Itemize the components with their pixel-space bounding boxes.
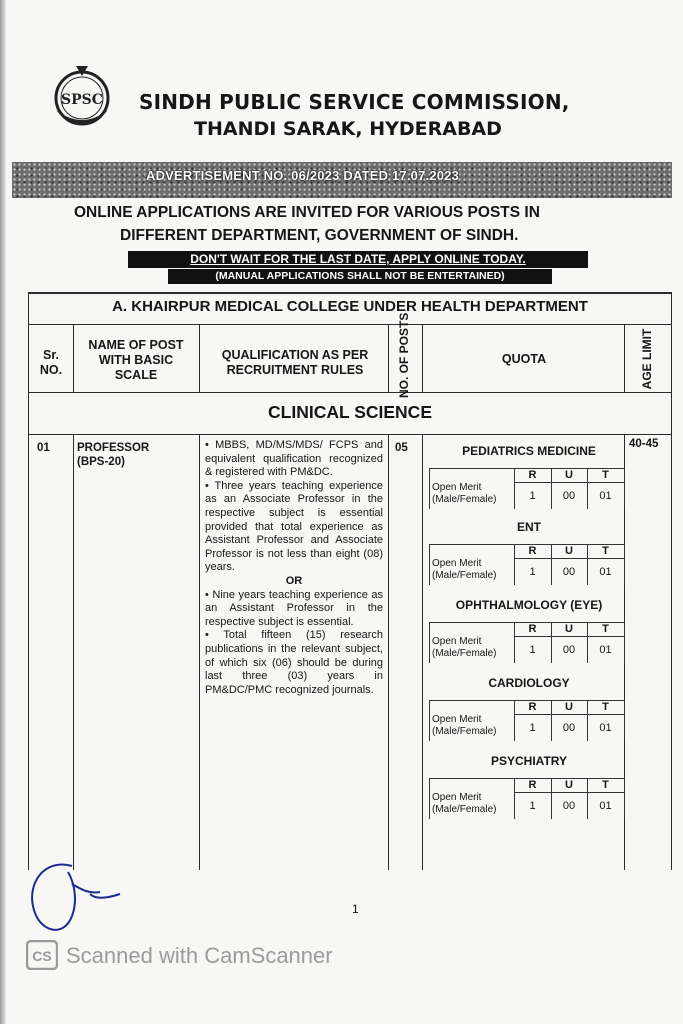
quota-u-value: 00 — [562, 722, 576, 734]
quota-t-header: T — [602, 623, 609, 635]
divider — [29, 434, 671, 435]
quota-u-header: U — [565, 545, 573, 557]
quota-specialty: CARDIOLOGY — [488, 676, 570, 690]
qualification-item: • Nine years teaching experience as an Assistant Professor in the respective subject is essential. — [205, 588, 383, 628]
spsc-logo-icon — [46, 64, 118, 144]
quota-specialty: OPHTHALMOLOGY (EYE) — [455, 598, 603, 612]
quota-r-value: 1 — [529, 566, 536, 578]
posts-table — [28, 292, 672, 870]
quota-t-header: T — [602, 701, 609, 713]
quota-t-value: 01 — [599, 644, 612, 656]
camscanner-watermark: Scanned with CamScanner — [66, 943, 333, 968]
post-name: PROFESSOR — [77, 442, 150, 454]
intro-line-2: DIFFERENT DEPARTMENT, GOVERNMENT OF SINDH. — [120, 227, 519, 244]
quota-t-value: 01 — [599, 800, 612, 812]
qualification-item: • Three years teaching experience as an Associate Professor in the respective subject is essential provided that total experience as Assistant Professor and Associate Professor is not less than eight (08) years. — [205, 479, 383, 574]
subsection-title: CLINICAL SCIENCE — [268, 402, 432, 422]
quota-r-header: R — [528, 623, 537, 635]
qualification-item: • Total fifteen (15) research publications in the relevant subject, of which six (06) should be during last three (03) years in PM&DC/PMC recognized journals. — [205, 629, 383, 696]
quota-label: Open Merit (Male/Female) — [432, 636, 497, 659]
age-limit: 40-45 — [629, 438, 659, 450]
quota-table — [429, 622, 625, 663]
manual-applications-notice: (MANUAL APPLICATIONS SHALL NOT BE ENTERTAINED) — [168, 269, 552, 284]
dont-wait-notice: DON'T WAIT FOR THE LAST DATE, APPLY ONLINE TODAY. — [128, 251, 588, 268]
quota-r-value: 1 — [529, 800, 536, 812]
intro-line-1: ONLINE APPLICATIONS ARE INVITED FOR VARIOUS POSTS IN — [74, 204, 540, 221]
col-header-age: AGE LIMIT — [640, 328, 654, 390]
divider — [29, 324, 671, 325]
org-address: THANDI SARAK, HYDERABAD — [194, 118, 502, 140]
quota-specialty: PEDIATRICS MEDICINE — [462, 444, 596, 458]
quota-u-value: 00 — [562, 490, 576, 502]
signature-icon — [24, 854, 144, 944]
scan-edge-shadow — [0, 0, 6, 1024]
quota-t-value: 01 — [599, 722, 612, 734]
quota-t-header: T — [602, 779, 609, 791]
sr-number: 01 — [37, 442, 50, 454]
quota-table — [429, 778, 625, 819]
quota-specialty: PSYCHIATRY — [490, 754, 567, 768]
quota-t-value: 01 — [599, 566, 612, 578]
quota-r-value: 1 — [529, 722, 536, 734]
col-header-posts: NO. OF POSTS — [397, 312, 411, 398]
quota-label: Open Merit (Male/Female) — [432, 714, 497, 737]
quota-table — [429, 544, 625, 585]
quota-specialty: ENT — [517, 520, 541, 534]
quota-label: Open Merit (Male/Female) — [432, 558, 497, 581]
col-header-quota: QUOTA — [501, 352, 547, 366]
qualification-or: OR — [285, 574, 303, 587]
divider — [29, 392, 671, 393]
svg-text:CS: CS — [32, 948, 52, 964]
logo-text: SPSC — [61, 92, 103, 108]
quota-r-value: 1 — [529, 490, 536, 502]
qualification-item: • MBBS, MD/MS/MDS/ FCPS and equivalent qualification recognized & registered with PM&DC. — [205, 439, 383, 479]
quota-t-header: T — [602, 469, 609, 481]
quota-label: Open Merit (Male/Female) — [432, 792, 497, 815]
posts-count: 05 — [395, 442, 408, 454]
quota-u-header: U — [565, 701, 573, 713]
quota-table — [429, 468, 625, 509]
col-header-name: NAME OF POST WITH BASIC SCALE — [88, 338, 184, 382]
post-scale: (BPS-20) — [77, 456, 125, 468]
qualification-text — [205, 439, 383, 697]
quota-label: Open Merit (Male/Female) — [432, 482, 497, 505]
quota-u-header: U — [565, 779, 573, 791]
camscanner-logo-icon — [26, 940, 58, 970]
quota-r-header: R — [528, 701, 537, 713]
quota-table — [429, 700, 625, 741]
quota-t-value: 01 — [599, 490, 612, 502]
org-name: SINDH PUBLIC SERVICE COMMISSION, — [139, 90, 570, 114]
quota-u-header: U — [565, 623, 573, 635]
page-number: 1 — [352, 902, 359, 916]
col-header-sr: Sr. NO. — [39, 348, 63, 377]
quota-r-header: R — [528, 469, 537, 481]
col-header-qualification: QUALIFICATION AS PER RECRUITMENT RULES — [221, 348, 369, 377]
quota-u-value: 00 — [562, 566, 576, 578]
section-title: A. KHAIRPUR MEDICAL COLLEGE UNDER HEALTH DEPARTMENT — [112, 298, 588, 315]
quota-r-value: 1 — [529, 644, 536, 656]
quota-t-header: T — [602, 545, 609, 557]
quota-r-header: R — [528, 545, 537, 557]
advertisement-number: ADVERTISEMENT NO. 06/2023 DATED 17.07.2023 — [146, 168, 460, 183]
quota-u-value: 00 — [562, 800, 576, 812]
quota-u-header: U — [565, 469, 573, 481]
quota-u-value: 00 — [562, 644, 576, 656]
quota-r-header: R — [528, 779, 537, 791]
